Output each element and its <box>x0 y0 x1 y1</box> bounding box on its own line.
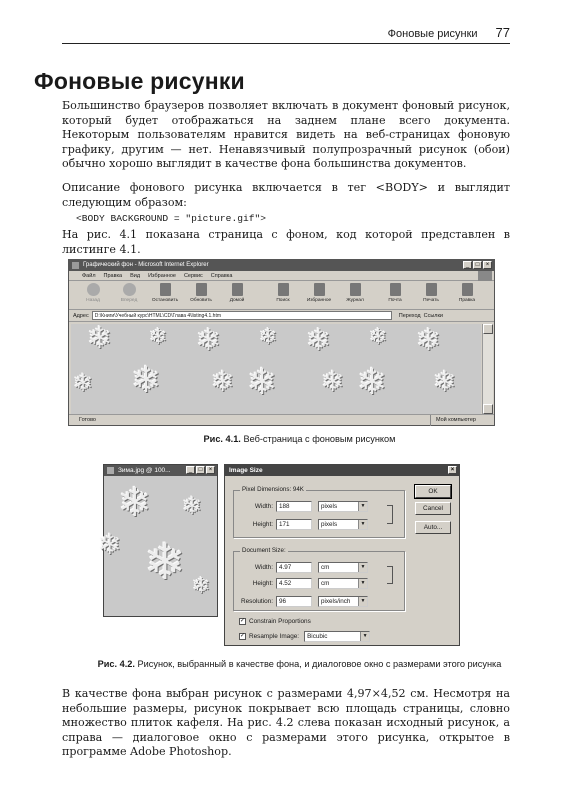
home-icon <box>232 283 243 296</box>
checkbox-checked-icon: ✓ <box>240 633 246 639</box>
snowflake-icon: ❄ <box>149 324 168 349</box>
print-button[interactable] <box>415 283 447 303</box>
pixel-width-label: Width: <box>254 503 273 510</box>
doc-width-input[interactable]: 4.97 <box>276 562 312 573</box>
snowflake-icon: ❄ <box>144 534 186 590</box>
search-label: Поиск <box>276 298 290 303</box>
figure-2-text: Рисунок, выбранный в качестве фона, и диалоговое окно с размерами этого рисунка <box>137 659 502 669</box>
paragraph-tag-description: Описание фонового рисунка включается в тег <BODY> и выглядит следующим образом: <box>62 181 510 209</box>
close-icon[interactable]: × <box>483 261 492 269</box>
forward-arrow-icon <box>123 283 136 296</box>
checkbox-checked-icon: ✓ <box>240 618 246 624</box>
mail-icon <box>390 283 401 296</box>
figure-1-number: Рис. 4.1. <box>203 434 241 444</box>
doc-height-unit-select[interactable] <box>318 578 368 589</box>
snowflake-icon: ❄ <box>182 493 203 520</box>
chevron-down-icon: ▼ <box>358 563 367 572</box>
snowflake-icon: ❄ <box>87 322 113 355</box>
doc-height-unit: cm <box>321 580 330 587</box>
menu-edit[interactable]: Правка <box>103 272 123 279</box>
history-label: Журнал <box>346 298 364 303</box>
snowflake-icon: ❄ <box>433 366 457 397</box>
close-icon[interactable]: × <box>206 466 215 474</box>
pixel-width-unit: pixels <box>321 503 338 510</box>
document-size-group <box>233 547 405 611</box>
status-text: Готово <box>79 417 96 423</box>
maximize-icon[interactable]: □ <box>473 261 482 269</box>
menu-tools[interactable]: Сервис <box>183 272 203 279</box>
resample-image-label: Resample Image: <box>249 633 300 640</box>
browser-menubar <box>69 271 494 281</box>
resolution-label: Resolution: <box>241 598 273 605</box>
snowflake-icon: ❄ <box>98 529 122 560</box>
doc-width-unit: cm <box>321 564 330 571</box>
minimize-icon[interactable]: _ <box>463 261 472 269</box>
printer-icon <box>426 283 437 296</box>
snowflake-icon: ❄ <box>118 481 152 525</box>
edit-button[interactable] <box>451 283 483 303</box>
browser-toolbar <box>69 281 494 310</box>
vertical-scrollbar[interactable] <box>482 324 493 414</box>
webpage-background <box>71 324 481 414</box>
maximize-icon[interactable]: □ <box>196 466 205 474</box>
forward-button[interactable] <box>113 283 145 303</box>
chevron-down-icon: ▼ <box>358 502 367 511</box>
home-label: Домой <box>229 298 245 303</box>
home-button[interactable] <box>221 283 253 303</box>
chevron-down-icon: ▼ <box>358 520 367 529</box>
figure-2-number: Рис. 4.2. <box>97 659 135 669</box>
back-button[interactable] <box>77 283 109 303</box>
menu-help[interactable]: Справка <box>210 272 233 279</box>
forward-label: Вперед <box>120 298 138 303</box>
edit-icon <box>462 283 473 296</box>
figure-1-text: Веб-страница с фоновым рисунком <box>243 434 396 444</box>
running-title: Фоновые рисунки <box>387 28 478 40</box>
menu-favorites[interactable]: Избранное <box>148 272 176 279</box>
address-label: Адрес <box>73 312 89 319</box>
snowflake-icon: ❄ <box>131 359 162 400</box>
photoshop-doc-icon <box>107 467 114 474</box>
document-size-label: Document Size: <box>242 547 286 554</box>
snowflake-icon: ❄ <box>196 324 222 357</box>
menu-view[interactable]: Вид <box>130 272 141 279</box>
figure-1-caption <box>34 434 565 444</box>
links-button[interactable]: Ссылки <box>423 312 443 319</box>
go-button[interactable]: Переход <box>398 312 421 319</box>
address-bar <box>69 310 494 322</box>
figure-2-caption <box>34 659 565 669</box>
link-bracket-icon <box>387 505 393 524</box>
favorites-label: Избранное <box>306 298 332 303</box>
chevron-down-icon: ▼ <box>358 579 367 588</box>
resolution-unit: pixels/inch <box>321 598 351 605</box>
stop-button[interactable] <box>149 283 181 303</box>
pixel-height-unit: pixels <box>321 521 338 528</box>
refresh-label: Обновить <box>190 298 212 303</box>
snowflake-icon: ❄ <box>211 366 235 397</box>
image-window <box>98 464 218 617</box>
back-arrow-icon <box>87 283 100 296</box>
back-label: Назад <box>86 298 100 303</box>
cancel-button[interactable]: Cancel <box>415 502 451 515</box>
favorites-icon <box>314 283 325 296</box>
ok-button[interactable]: OK <box>415 485 451 498</box>
doc-width-unit-select[interactable] <box>318 562 368 573</box>
dialog-titlebar <box>225 465 459 476</box>
snowflake-icon: ❄ <box>192 573 211 598</box>
pixel-dimensions-group <box>233 486 405 538</box>
resample-image-checkbox[interactable] <box>239 631 370 642</box>
snowflake-icon: ❄ <box>357 361 388 402</box>
resample-method-select[interactable] <box>304 631 370 642</box>
minimize-icon[interactable]: _ <box>186 466 195 474</box>
snowflake-icon: ❄ <box>416 324 442 357</box>
ie-icon <box>72 262 79 269</box>
status-bar <box>69 414 494 425</box>
snowflake-icon: ❄ <box>321 366 345 397</box>
pixel-width-unit-select[interactable] <box>318 501 368 512</box>
close-icon[interactable]: × <box>448 466 457 474</box>
link-bracket-icon <box>387 566 393 584</box>
refresh-button[interactable] <box>185 283 217 303</box>
windows-logo-icon <box>478 271 492 281</box>
mail-label: Почта <box>388 298 402 303</box>
status-zone: Мой компьютер <box>430 415 476 426</box>
menu-file[interactable]: Файл <box>82 272 96 279</box>
history-button[interactable] <box>339 283 371 303</box>
address-input[interactable]: D:\Книги\Учебный курс\HTML\CD\Глава 4\listing4.1.htm <box>92 311 392 320</box>
paragraph-intro: Большинство браузеров позволяет включать в документ фоновый рисунок, который будет отображаться на заднем плане всего документа. Некоторым пользователям нравится видеть на веб-страницах фоновую графику, другим — нет. Ненавязчивый полупрозрачный рисунок (обои) обычно хорошо выглядит в качестве фона большинства документов. <box>62 99 510 170</box>
page-number: 77 <box>495 25 510 40</box>
image-size-dialog <box>224 464 460 646</box>
edit-label: Правка <box>458 298 476 303</box>
stop-label: Остановить <box>151 298 179 303</box>
scroll-down-icon[interactable] <box>483 404 493 414</box>
constrain-proportions-label: Constrain Proportions <box>249 618 311 625</box>
history-icon <box>350 283 361 296</box>
refresh-icon <box>196 283 207 296</box>
search-button[interactable] <box>267 283 299 303</box>
snowflake-icon: ❄ <box>259 324 278 349</box>
browser-window <box>68 259 495 426</box>
snowflake-icon: ❄ <box>73 370 94 397</box>
resample-method-value: Bicubic <box>307 633 328 640</box>
resolution-input[interactable]: 96 <box>276 596 312 607</box>
dialog-title: Image Size <box>229 467 263 474</box>
resolution-unit-select[interactable] <box>318 596 368 607</box>
search-icon <box>278 283 289 296</box>
scroll-up-icon[interactable] <box>483 324 493 334</box>
pixel-height-unit-select[interactable] <box>318 519 368 530</box>
pixel-dimensions-label: Pixel Dimensions: 94K <box>242 486 304 493</box>
paragraph-background-size: В качестве фона выбран рисунок с размерами 4,97×4,52 см. Несмотря на небольшие размеры, рисунок покрывает всю площадь страницы, словно множество плиток кафеля. На рис. 4.2 слева показан исходный рисунок, а справа — диалоговое окно с размерами этого рисунка, открытое в программе Adobe Photoshop. <box>62 687 510 758</box>
chevron-down-icon: ▼ <box>358 597 367 606</box>
auto-button[interactable]: Auto... <box>415 521 451 534</box>
doc-width-label: Width: <box>254 564 273 571</box>
constrain-proportions-checkbox[interactable] <box>239 618 311 625</box>
snowflake-icon: ❄ <box>369 324 388 349</box>
pixel-height-label: Height: <box>252 521 273 528</box>
mail-button[interactable] <box>379 283 411 303</box>
chevron-down-icon: ▼ <box>360 632 369 641</box>
favorites-button[interactable] <box>303 283 335 303</box>
snowflake-icon: ❄ <box>306 324 332 357</box>
browser-title: Графический фон - Microsoft Internet Explorer <box>83 262 209 268</box>
running-header <box>62 22 510 44</box>
doc-height-label: Height: <box>252 580 273 587</box>
pixel-width-input[interactable]: 188 <box>276 501 312 512</box>
paragraph-figure-ref: На рис. 4.1 показана страница с фоном, код которой представлен в листинге 4.1. <box>62 228 510 256</box>
code-example: <BODY BACKGROUND = "picture.gif"> <box>76 213 266 224</box>
image-window-title: Зима.jpg @ 100... <box>118 467 171 474</box>
stop-icon <box>160 283 171 296</box>
section-heading: Фоновые рисунки <box>34 68 245 94</box>
doc-height-input[interactable]: 4.52 <box>276 578 312 589</box>
image-titlebar <box>104 465 217 476</box>
snowflake-icon: ❄ <box>247 361 278 402</box>
pixel-height-input[interactable]: 171 <box>276 519 312 530</box>
print-label: Печать <box>423 298 439 303</box>
browser-titlebar <box>69 260 494 271</box>
